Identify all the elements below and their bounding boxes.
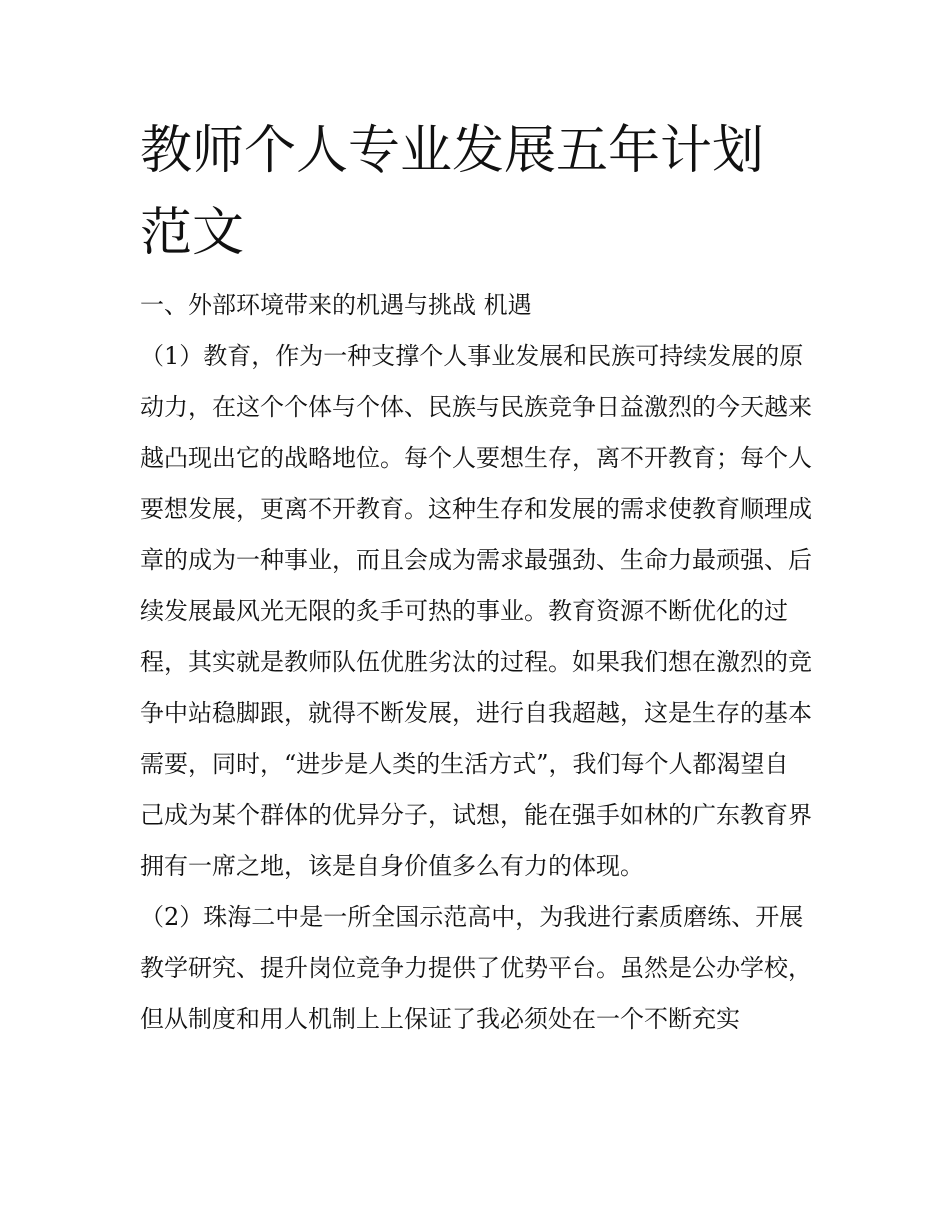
- document-title: 教师个人专业发展五年计划范文: [140, 121, 765, 263]
- section-heading: 一、外部环境带来的机遇与挑战 机遇: [140, 291, 532, 319]
- document-body: [140, 280, 812, 1045]
- paragraph-2: （2）珠海二中是一所全国示范高中，为我进行素质磨练、开展教学研究、提升岗位竞争力提供了优势平台。虽然是公办学校，但从制度和用人机制上上保证了我必须处在一个不断充实: [140, 903, 812, 1033]
- paragraph-1: （1）教育，作为一种支撑个人事业发展和民族可持续发展的原动力，在这个个体与个体、民族与民族竞争日益激烈的今天越来越凸现出它的战略地位。每个人要想生存，离不开教育；每个人要想发展，更离不开教育。这种生存和发展的需求使教育顺理成章的成为一种事业，而且会成为需求最强劲、生命力最顽强、后续发展最风光无限的炙手可热的事业。教育资源不断优化的过程，其实就是教师队伍优胜劣汰的过程。如果我们想在激烈的竞争中站稳脚跟，就得不断发展，进行自我超越，这是生存的基本需要，同时，“进步是人类的生活方式”，我们每个人都渴望自己成为某个群体的优异分子，试想，能在强手如林的广东教育界拥有一席之地，该是自身价值多么有力的体现。: [140, 342, 812, 880]
